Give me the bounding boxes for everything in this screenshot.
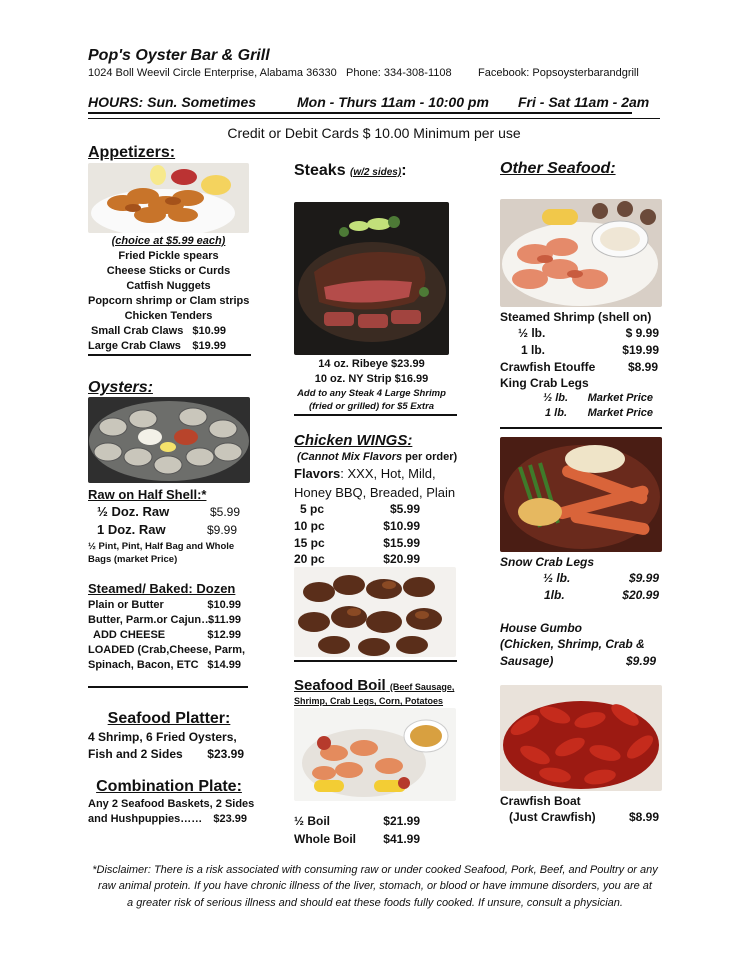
platter-heading: Seafood Platter:	[107, 710, 231, 727]
disclaimer: raw animal protein. If you have chronic illness of the liver, stomach, or blood or have immune disorders, you are at	[98, 880, 652, 892]
wings-note-post: per order)	[402, 451, 458, 463]
snow-crab-photo	[500, 437, 662, 552]
steamed-price: $14.99	[207, 659, 241, 671]
steamed-price: $10.99	[207, 599, 241, 611]
ny-strip: 10 oz. NY Strip $16.99	[314, 373, 429, 385]
snow-crab-price: $9.99	[628, 571, 659, 585]
wings-price: $15.99	[383, 536, 420, 550]
shrimp-price: $19.99	[622, 343, 659, 357]
dozen-raw: 1 Doz. Raw	[97, 522, 166, 537]
wings-note	[297, 451, 457, 463]
disclaimer: *Disclaimer: There is a risk associated with consuming raw or under cooked Seafood, Pork, Beef, and Poultry or any	[92, 864, 658, 876]
crawfish-photo	[500, 685, 662, 791]
restaurant-title: Pop's Oyster Bar & Grill	[88, 47, 270, 64]
king-crab-price: Market Price	[587, 407, 653, 419]
shrimp-qty: ½ lb.	[518, 326, 546, 340]
appetizer-item: Chicken Tenders	[124, 310, 213, 322]
steaks-heading	[294, 162, 407, 180]
snow-crab-qty: 1lb.	[544, 588, 565, 602]
large-crab-claws-price: $19.99	[192, 340, 226, 352]
appetizers-heading: Appetizers:	[88, 144, 176, 161]
large-crab-claws: Large Crab Claws	[88, 340, 181, 352]
wings-photo	[294, 567, 456, 657]
crawfish-boat-price: $8.99	[628, 810, 659, 824]
wings-rule	[294, 660, 457, 662]
wings-count: 20 pc	[294, 552, 325, 566]
appetizer-item: Fried Pickle spears	[118, 250, 219, 262]
steaks-sub: (w/2 sides)	[350, 167, 402, 178]
steamed-item: Spinach, Bacon, ETC	[88, 659, 199, 671]
snow-crab-heading: Snow Crab Legs	[500, 555, 595, 569]
gumbo-price: $9.99	[625, 654, 656, 668]
wings-flavors	[294, 466, 436, 481]
steak-addon: Add to any Steak 4 Large Shrimp	[297, 388, 446, 399]
king-crab-heading: King Crab Legs	[500, 376, 589, 390]
flavors-label: Flavors	[294, 466, 341, 481]
king-crab-qty: ½ lb.	[543, 392, 569, 404]
whole-boil: Whole Boil	[294, 832, 356, 846]
wings-price: $5.99	[389, 502, 420, 516]
boil-sub: Shrimp, Crab Legs, Corn, Potatoes	[294, 696, 444, 706]
steamed-shrimp-photo	[500, 199, 662, 307]
steamed-item: Plain or Butter	[88, 599, 164, 611]
steamed-item: Butter, Parm.or Cajun…	[88, 614, 213, 626]
steaks-rule	[294, 414, 457, 416]
hours-sunday: HOURS: Sun. Sometimes	[88, 94, 257, 110]
facebook: Facebook: Popsoysterbarandgrill	[478, 67, 639, 79]
hours-weekday: Mon - Thurs 11am - 10:00 pm	[297, 94, 489, 110]
other-rule	[500, 427, 662, 429]
combo-heading: Combination Plate:	[96, 778, 242, 795]
steamed-price: $12.99	[207, 629, 241, 641]
half-dozen-raw: ½ Doz. Raw	[97, 504, 170, 519]
address: 1024 Boll Weevil Circle	[88, 67, 201, 79]
wings-count: 15 pc	[294, 536, 325, 550]
boil-title: Seafood Boil	[294, 677, 386, 694]
appetizer-choice: (choice at $5.99 each)	[111, 235, 226, 247]
half-dozen-raw-price: $5.99	[209, 505, 240, 519]
combo-price: $23.99	[213, 813, 247, 825]
platter-desc: Fish and 2 Sides	[88, 747, 183, 761]
oysters-heading: Oysters:	[88, 379, 153, 396]
snow-crab-price: $20.99	[622, 588, 659, 602]
combo-desc: and Hushpuppies……	[88, 813, 203, 825]
steak-addon: (fried or grilled) for $5 Extra	[308, 401, 435, 412]
steaks-title: Steaks	[294, 162, 346, 179]
fried-shrimp-photo	[88, 163, 249, 233]
gumbo-heading: House Gumbo	[500, 621, 583, 635]
oysters-photo	[88, 397, 250, 483]
small-crab-claws: Small Crab Claws	[91, 325, 184, 337]
crawfish-etouffee: Crawfish Etouffe	[500, 360, 596, 374]
crawfish-boat: Crawfish Boat	[500, 794, 581, 808]
gumbo-desc: Sausage)	[500, 654, 554, 668]
dozen-raw-price: $9.99	[206, 523, 237, 537]
crawfish-boat-desc: (Just Crawfish)	[509, 810, 596, 824]
shrimp-price: $ 9.99	[625, 326, 659, 340]
other-seafood-heading: Other Seafood:	[500, 160, 616, 177]
king-crab-price: Market Price	[587, 392, 653, 404]
wings-note-pre: (Cannot Mix Flavors	[297, 451, 403, 463]
etouffee-price: $8.99	[627, 360, 658, 374]
half-boil: ½ Boil	[294, 814, 331, 828]
seafood-boil-photo	[294, 708, 456, 801]
half-boil-price: $21.99	[383, 814, 420, 828]
appetizers-rule	[88, 354, 251, 356]
combo-desc: Any 2 Seafood Baskets, 2 Sides	[88, 798, 255, 810]
king-crab-qty: 1 lb.	[545, 407, 568, 419]
steamed-item: ADD CHEESE	[93, 629, 166, 641]
gumbo-desc: (Chicken, Shrimp, Crab &	[500, 637, 645, 651]
small-crab-claws-price: $10.99	[192, 325, 226, 337]
appetizer-item: Catfish Nuggets	[126, 280, 211, 292]
steamed-shrimp-heading: Steamed Shrimp (shell on)	[500, 310, 652, 324]
steamed-heading: Steamed/ Baked: Dozen	[88, 581, 236, 596]
flavors-list: : XXX, Hot, Mild,	[340, 466, 436, 481]
snow-crab-qty: ½ lb.	[543, 571, 571, 585]
steamed-price: $11.99	[207, 614, 241, 626]
raw-note: ½ Pint, Pint, Half Bag and Whole	[88, 541, 235, 552]
wings-price: $10.99	[383, 519, 420, 533]
card-note: Credit or Debit Cards $ 10.00 Minimum per use	[227, 125, 521, 141]
platter-desc: 4 Shrimp, 6 Fried Oysters,	[88, 730, 237, 744]
wings-price: $20.99	[383, 552, 420, 566]
header-rule	[88, 118, 660, 119]
city: Enterprise, Alabama 36330	[204, 67, 337, 79]
whole-boil-price: $41.99	[383, 832, 420, 846]
shrimp-qty: 1 lb.	[521, 343, 546, 357]
wings-heading: Chicken WINGS:	[294, 432, 413, 449]
oysters-rule	[88, 686, 248, 688]
wings-count: 5 pc	[300, 502, 325, 516]
raw-heading: Raw on Half Shell:*	[88, 487, 207, 502]
boil-heading	[294, 677, 454, 694]
hours-rule	[88, 112, 632, 114]
wings-count: 10 pc	[294, 519, 325, 533]
raw-note: Bags (market Price)	[88, 554, 178, 565]
hours-weekend: Fri - Sat 11am - 2am	[518, 94, 650, 110]
steaks-colon: :	[401, 162, 407, 179]
appetizer-item: Popcorn shrimp or Clam strips	[88, 295, 250, 307]
disclaimer: a greater risk of serious illness and should eat these foods fully cooked. If unsure, consult a physician.	[127, 897, 623, 909]
appetizer-item: Cheese Sticks or Curds	[106, 265, 231, 277]
wings-flavors: Honey BBQ, Breaded, Plain	[294, 485, 456, 500]
steamed-item: LOADED (Crab,Cheese, Parm,	[88, 644, 246, 656]
boil-sub: (Beef Sausage,	[389, 682, 455, 692]
steak-photo	[294, 202, 449, 355]
phone: Phone: 334-308-1108	[346, 67, 452, 79]
ribeye: 14 oz. Ribeye $23.99	[318, 358, 425, 370]
platter-price: $23.99	[207, 747, 244, 761]
